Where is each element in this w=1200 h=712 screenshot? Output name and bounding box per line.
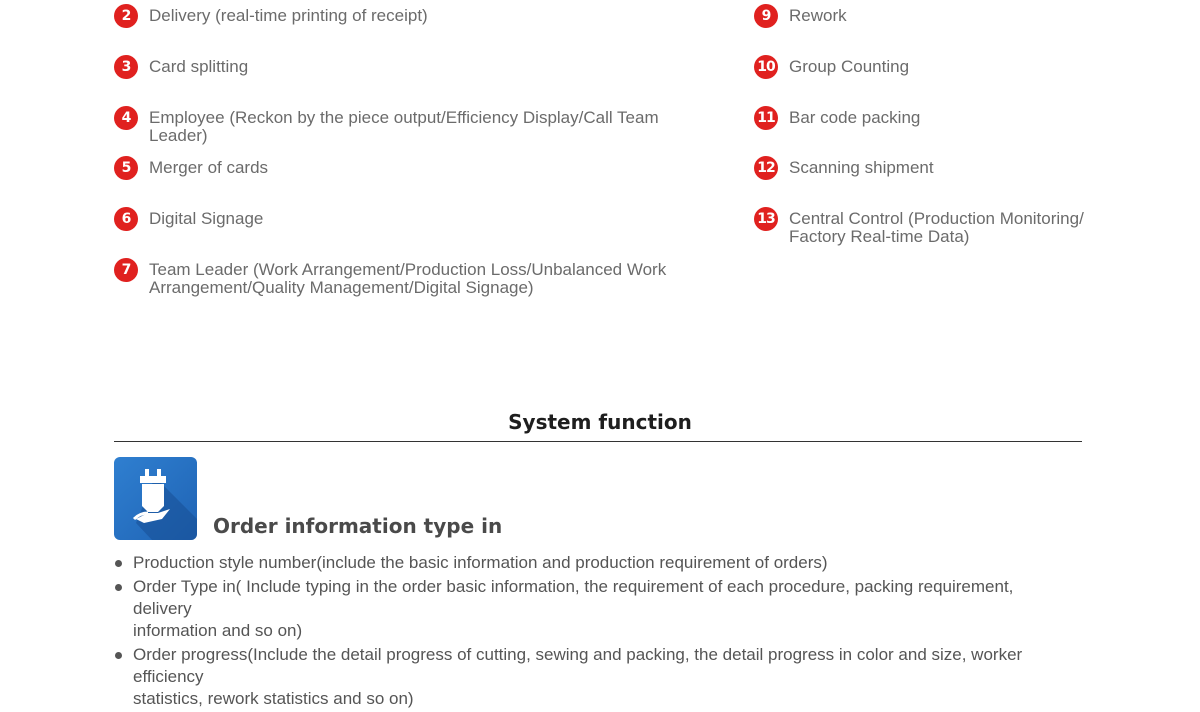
- list-item: [114, 55, 248, 79]
- number-badge: 3: [114, 55, 138, 79]
- list-item-label: [149, 258, 666, 297]
- section-divider: [114, 441, 1082, 442]
- list-item: [754, 4, 847, 28]
- bullet-text-line: information and so on): [133, 621, 303, 640]
- list-item: [754, 55, 909, 79]
- number-badge: 7: [114, 258, 138, 282]
- number-badge: 11: [754, 106, 778, 130]
- list-item: [114, 4, 428, 28]
- bullet-text-line: Production style number(include the basic information and production requirement of orders): [133, 553, 828, 572]
- list-item-label: Merger of cards: [149, 158, 269, 177]
- list-item: [114, 207, 263, 231]
- number-badge: 4: [114, 106, 138, 130]
- list-item: [114, 576, 1074, 642]
- order-entry-icon: [114, 457, 197, 540]
- number-badge: 9: [754, 4, 778, 28]
- bullet-text-line: Order Type in( Include typing in the order basic information, the requirement of each procedure, packing requirement, delivery: [133, 577, 1014, 618]
- number-badge: 5: [114, 156, 138, 180]
- list-item: [114, 552, 1074, 574]
- list-item: [114, 106, 714, 145]
- list-item-label: Employee (Reckon by the piece output/Efficiency Display/Call Team Leader): [149, 108, 659, 145]
- list-item-label-line: Arrangement/Quality Management/Digital Signage): [149, 278, 534, 297]
- list-item-label-line: Factory Real-time Data): [789, 227, 970, 246]
- list-item: [754, 106, 920, 130]
- bullet-icon: [115, 652, 122, 659]
- list-item: [114, 258, 666, 297]
- list-item-label: Bar code packing: [789, 108, 921, 127]
- bullet-text-line: statistics, rework statistics and so on): [133, 689, 414, 708]
- list-item-label: Card splitting: [149, 57, 249, 76]
- list-item: [114, 156, 268, 180]
- list-item-label: Delivery (real-time printing of receipt): [149, 6, 428, 25]
- bullet-icon: [115, 560, 122, 567]
- number-badge: 2: [114, 4, 138, 28]
- list-item: [114, 644, 1074, 710]
- number-badge: 13: [754, 207, 778, 231]
- order-entry-icon-graphic: [114, 457, 197, 540]
- section-title: System function: [508, 410, 692, 434]
- list-item-label: Rework: [789, 6, 847, 25]
- list-item: [754, 207, 1084, 246]
- list-item-label-line: Team Leader (Work Arrangement/Production Loss/Unbalanced Work: [149, 260, 667, 279]
- feature-title: Order information type in: [213, 514, 503, 538]
- bullet-icon: [115, 584, 122, 591]
- number-badge: 6: [114, 207, 138, 231]
- list-item: [754, 156, 934, 180]
- list-item-label: Group Counting: [789, 57, 910, 76]
- list-item-label: Scanning shipment: [789, 158, 934, 177]
- list-item-label-line: Central Control (Production Monitoring/: [789, 209, 1084, 228]
- list-item-label: [789, 207, 1084, 246]
- number-badge: 12: [754, 156, 778, 180]
- list-item-label: Digital Signage: [149, 209, 264, 228]
- number-badge: 10: [754, 55, 778, 79]
- bullet-text-line: Order progress(Include the detail progress of cutting, sewing and packing, the detail progress in color and size, worker efficiency: [133, 645, 1023, 686]
- feature-bullet-list: [114, 552, 1074, 712]
